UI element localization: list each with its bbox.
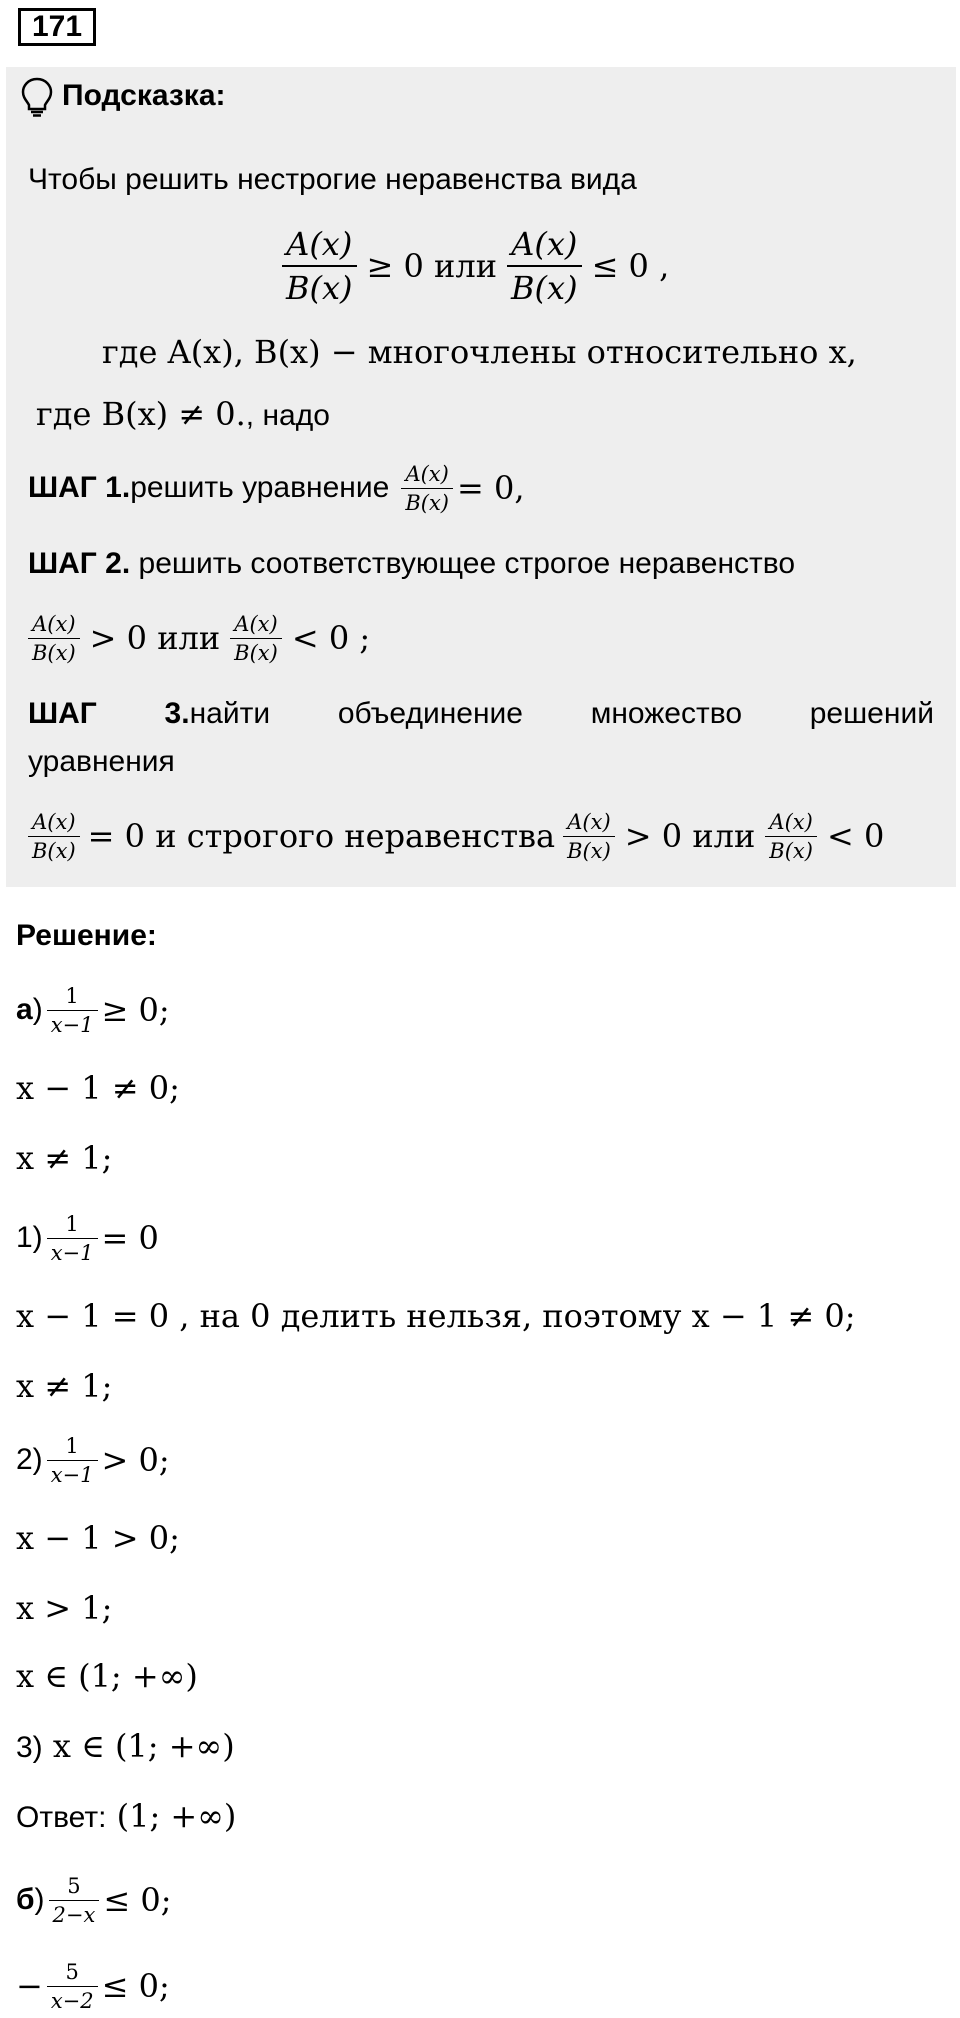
fraction	[230, 612, 282, 665]
fraction-numerator: A(x)	[405, 461, 449, 486]
a-line-5: x − 1 > 0;	[16, 1519, 180, 1557]
part-b-label: б	[16, 1883, 35, 1916]
a-line-6: x > 1;	[16, 1589, 113, 1627]
step-label: 1)	[16, 1221, 43, 1254]
lt-zero: < 0	[826, 817, 885, 855]
fraction-denominator: B(x)	[230, 638, 282, 665]
a-line-4: x ≠ 1;	[16, 1367, 113, 1405]
hint-main-formula	[278, 220, 669, 312]
hint-step1	[28, 456, 525, 520]
step3-word: найти	[189, 697, 271, 730]
fraction	[47, 1434, 98, 1487]
answer-label: Ответ:	[16, 1801, 107, 1834]
hint-where-line: где A(x), B(x) − многочлены относительно x,	[102, 333, 857, 371]
a-step-2	[16, 1428, 170, 1492]
eq-zero-and: = 0 и строгого неравенства	[87, 817, 556, 855]
a-step-3	[16, 1726, 235, 1768]
ge-zero-or: ≥ 0 или	[366, 247, 498, 285]
fraction	[47, 1212, 98, 1265]
a-step3-value: x ∈ (1; +∞)	[52, 1727, 235, 1765]
a-step2-ineq: > 0;	[101, 1441, 170, 1479]
fraction-numerator: 5	[67, 1873, 81, 1898]
gt-zero-or: > 0 или	[624, 817, 756, 855]
hint-where-b	[36, 394, 330, 436]
task-number: 171	[18, 8, 96, 46]
part-b-line-2	[16, 1954, 170, 2018]
a-line3-text: , на 0 делить нельзя, поэтому x − 1 ≠ 0;	[179, 1297, 856, 1335]
b2-inequality: ≤ 0;	[101, 1967, 170, 2005]
fraction-denominator: 2−x	[49, 1900, 100, 1927]
hint-step3	[28, 696, 934, 732]
fraction-numerator: A(x)	[286, 225, 353, 263]
hint-step3-formula	[24, 804, 884, 868]
fraction	[47, 1960, 98, 2013]
fraction	[507, 225, 582, 307]
a-line-7: x ∈ (1; +∞)	[16, 1657, 198, 1695]
fraction-denominator: B(x)	[28, 638, 80, 665]
fraction-denominator: B(x)	[507, 265, 582, 307]
a-step-1	[16, 1206, 159, 1270]
where-b-tail: , надо	[245, 399, 330, 432]
a-step1-eq: = 0	[101, 1219, 159, 1257]
paren: )	[32, 993, 43, 1026]
gt-zero-or: > 0 или	[89, 619, 221, 657]
answer-value: (1; +∞)	[116, 1797, 237, 1835]
step1-tail: = 0,	[457, 469, 525, 507]
lightbulb-icon	[20, 76, 54, 118]
fraction	[563, 810, 615, 863]
step-label: 2)	[16, 1443, 43, 1476]
fraction-denominator: B(x)	[401, 488, 453, 515]
step3-word: решений	[809, 697, 934, 730]
fraction-numerator: 1	[65, 1433, 79, 1458]
fraction	[401, 462, 453, 515]
b-inequality: ≤ 0;	[103, 1881, 172, 1919]
fraction-denominator: x−1	[47, 1460, 98, 1487]
paren: )	[34, 1883, 45, 1916]
fraction-numerator: 5	[65, 1959, 79, 1984]
step-label: 3)	[16, 1731, 43, 1764]
hint-step2-formula	[24, 606, 370, 670]
step1-text: решить уравнение	[130, 471, 390, 504]
step2-label: ШАГ 2.	[28, 547, 131, 580]
a-line-1: x − 1 ≠ 0;	[16, 1069, 180, 1107]
fraction-denominator: B(x)	[765, 836, 817, 863]
fraction-denominator: B(x)	[282, 265, 357, 307]
part-b-header	[16, 1868, 171, 1932]
fraction-numerator: 1	[65, 983, 79, 1008]
le-zero: ≤ 0 ,	[591, 247, 670, 285]
answer-line	[16, 1796, 236, 1838]
fraction-numerator: A(x)	[769, 809, 813, 834]
step3-word: объединение	[337, 697, 523, 730]
a-line3-math: x − 1 = 0	[16, 1297, 170, 1335]
lt-zero: < 0 ;	[291, 619, 371, 657]
step1-label: ШАГ 1.	[28, 471, 131, 504]
fraction	[49, 1874, 100, 1927]
a-line-2: x ≠ 1;	[16, 1139, 113, 1177]
hint-step3-line2: уравнения	[28, 745, 175, 778]
fraction-denominator: x−2	[47, 1986, 98, 2013]
fraction	[765, 810, 817, 863]
fraction	[28, 810, 80, 863]
fraction-denominator: B(x)	[563, 836, 615, 863]
step3-word: множество	[590, 697, 743, 730]
step3-label: ШАГ	[28, 697, 97, 730]
step2-text: решить соответствующее строгое неравенство	[138, 547, 796, 580]
hint-title: Подсказка:	[62, 79, 226, 112]
fraction-numerator: 1	[65, 1211, 79, 1236]
fraction-denominator: x−1	[47, 1010, 98, 1037]
solution-title: Решение:	[16, 919, 157, 952]
fraction	[282, 225, 357, 307]
fraction-numerator: A(x)	[567, 809, 611, 834]
fraction-denominator: x−1	[47, 1238, 98, 1265]
part-a-header	[16, 978, 170, 1042]
fraction-numerator: A(x)	[32, 809, 76, 834]
a-line-3	[16, 1296, 856, 1336]
fraction-numerator: A(x)	[32, 611, 76, 636]
fraction-numerator: A(x)	[234, 611, 278, 636]
where-b-math: где B(x) ≠ 0.	[36, 395, 246, 433]
step3-num: 3.	[164, 697, 190, 730]
hint-intro: Чтобы решить нестрогие неравенства вида	[28, 163, 637, 196]
fraction-numerator: A(x)	[511, 225, 578, 263]
minus-sign: −	[16, 1967, 43, 2005]
fraction-denominator: B(x)	[28, 836, 80, 863]
a-inequality: ≥ 0;	[101, 991, 170, 1029]
fraction	[28, 612, 80, 665]
part-a-label: а	[16, 993, 33, 1026]
hint-step2	[28, 546, 795, 582]
fraction	[47, 984, 98, 1037]
